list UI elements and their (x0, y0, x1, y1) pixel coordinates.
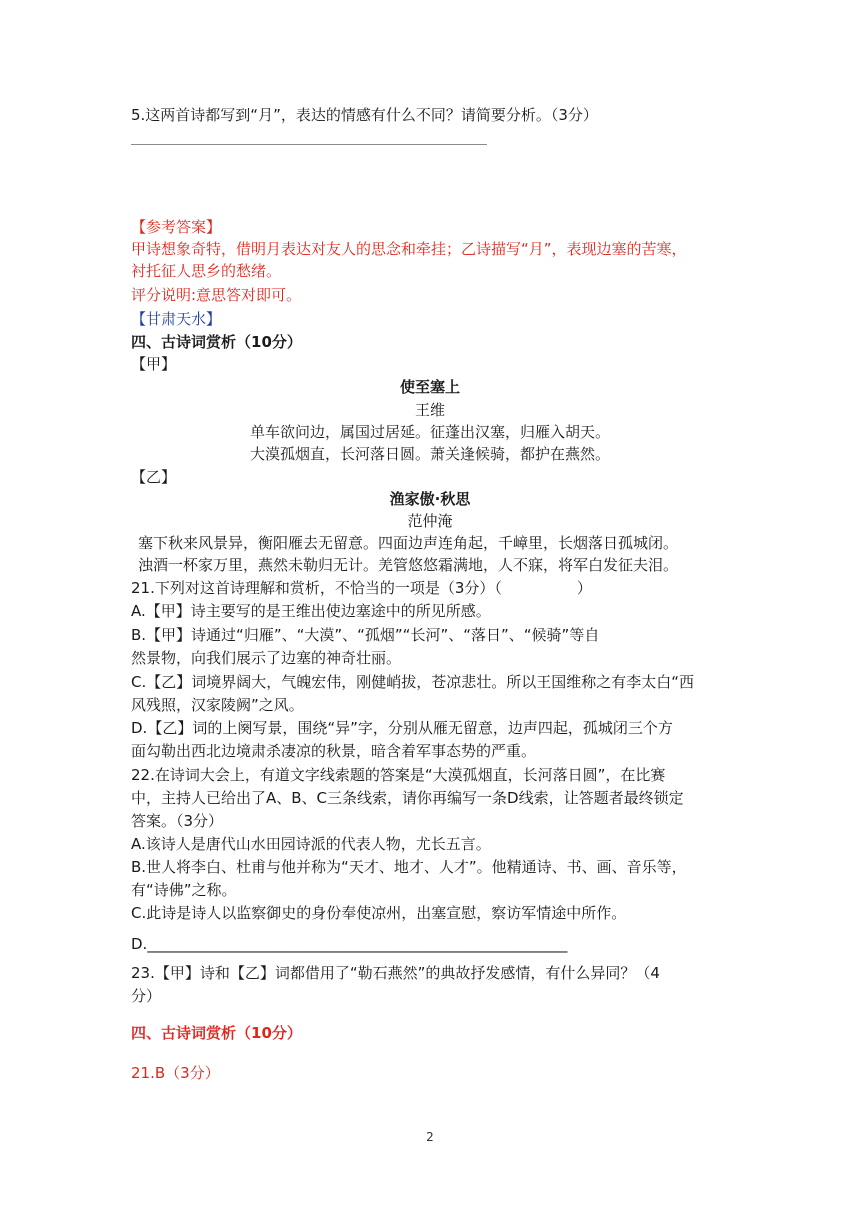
poem-2-title: 渔家傲·秋思 (389, 490, 471, 508)
source-tag: 【甘肃天水】 (131, 310, 222, 328)
question-23-line-2: 分） (131, 987, 162, 1005)
q21-option-b-line-1: B.【甲】诗通过“归雁”、“大漠”、“孤烟”“长河”、“落日”、“候骑”等自 (131, 626, 600, 644)
question-23-line-1: 23.【甲】诗和【乙】词都借用了“勒石燕然”的典故抒发感情，有什么异同？（4 (131, 964, 660, 982)
poem-1-author: 王维 (414, 401, 445, 419)
question-22-line-1: 22.在诗词大会上，有道文字线索题的答案是“大漠孤烟直，长河落日圆”，在比赛 (131, 766, 666, 784)
answer-title: 【参考答案】 (131, 218, 222, 236)
scoring-note: 评分说明:意思答对即可。 (131, 286, 302, 304)
question-22-line-2: 中，主持人已给出了A、B、C三条线索，请你再编写一条D线索，让答题者最终锁定 (131, 789, 684, 807)
q22-clue-c: C.此诗是诗人以监察御史的身份奉使凉州，出塞宣慰，察访军情途中所作。 (131, 904, 627, 922)
q21-option-c-line-2: 风残照，汉家陵阙”之风。 (131, 696, 304, 714)
poem-1-line-2: 大漠孤烟直，长河落日圆。萧关逢候骑，都护在燕然。 (249, 445, 610, 463)
question-21: 21.下列对这首诗理解和赏析，不恰当的一项是（3分）（ ） (131, 579, 592, 597)
poem-2-author: 范仲淹 (407, 512, 453, 530)
q22-clue-b-line-2: 有“诗佛”之称。 (131, 881, 237, 899)
answer-line-1: 甲诗想象奇特，借明月表达对友人的思念和牵挂；乙诗描写“月”，表现边塞的苦寒， (131, 240, 687, 258)
poem-1-title: 使至塞上 (399, 378, 460, 396)
q21-option-b-line-2: 然景物，向我们展示了边塞的神奇壮丽。 (131, 649, 402, 667)
jia-label: 【甲】 (131, 355, 177, 373)
question-22-line-3: 答案。（3分） (131, 812, 224, 830)
poem-2-line-2: 浊酒一杯家万里，燕然未勒归无计。羌管悠悠霜满地，人不寐，将军白发征夫泪。 (138, 556, 679, 574)
q22-clue-b-line-1: B.世人将李白、杜甫与他并称为“天才、地才、人才”。他精通诗、书、画、音乐等， (131, 858, 687, 876)
answer-blank-line (131, 144, 487, 145)
answer-line-2: 衬托征人思乡的愁绪。 (131, 262, 282, 280)
poem-1-line-1: 单车欲问边，属国过居延。征蓬出汉塞，归雁入胡天。 (249, 423, 610, 441)
section-heading: 四、古诗词赏析（10分） (131, 333, 302, 351)
poem-2-line-1: 塞下秋来风景异，衡阳雁去无留意。四面边声连角起，千嶂里，长烟落日孤城闭。 (138, 534, 679, 552)
q21-option-c-line-1: C.【乙】词境界阔大，气魄宏伟，刚健峭拔，苍凉悲壮。所以王国维称之有李太白“西 (131, 673, 695, 691)
q21-option-d-line-2: 面勾勒出西北边境肃杀凄凉的秋景，暗含着军事态势的严重。 (131, 742, 537, 760)
question-5: 5.这两首诗都写到“月”，表达的情感有什么不同？请简要分析。（3分） (131, 106, 598, 124)
q21-option-a: A.【甲】诗主要写的是王维出使边塞途中的所见所感。 (131, 602, 491, 620)
answer-21: 21.B（3分） (131, 1064, 220, 1082)
page-number: 2 (426, 1130, 434, 1144)
q22-clue-a: A.该诗人是唐代山水田园诗派的代表人物，尤长五言。 (131, 835, 491, 853)
q21-option-d-line-1: D.【乙】词的上阕写景，围绕“异”字，分别从雁无留意，边声四起，孤城闭三个方 (131, 719, 673, 737)
q22-clue-d-blank: D.________________________________________________________ (131, 935, 568, 953)
answers-heading: 四、古诗词赏析（10分） (131, 1024, 302, 1042)
yi-label: 【乙】 (131, 468, 177, 486)
